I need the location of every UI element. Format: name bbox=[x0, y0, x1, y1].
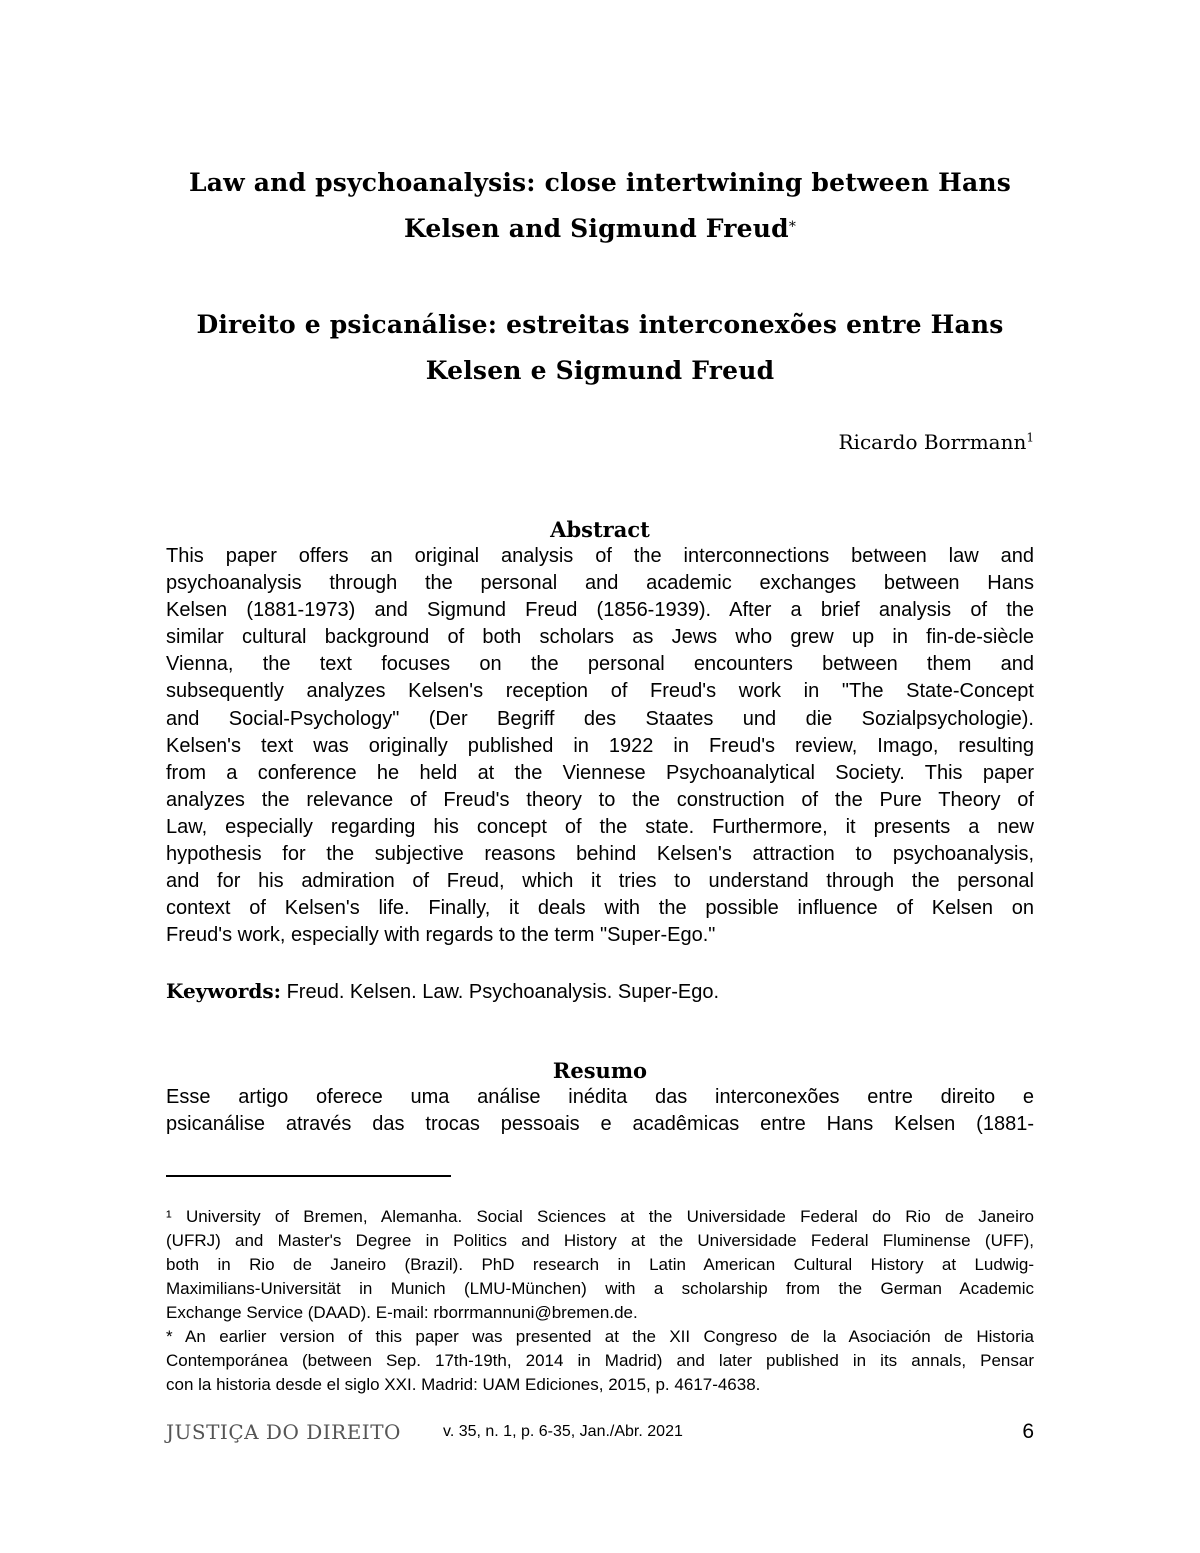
abstract-heading: Abstract bbox=[550, 517, 650, 542]
resumo-body bbox=[166, 1084, 1034, 1138]
journal-name: JUSTIÇA DO DIREITO bbox=[166, 1420, 401, 1444]
footnote-line: con la historia desde el siglo XXI. Madrid: UAM Ediciones, 2015, p. 4617-4638. bbox=[166, 1375, 761, 1394]
footnote-line: Contemporánea (between Sep. 17th-19th, 2014 in Madrid) and later published in its annals, Pensar bbox=[166, 1351, 1034, 1370]
footnote-line: * An earlier version of this paper was presented at the XII Congreso de la Asociación de Historia bbox=[166, 1327, 1034, 1346]
abstract-line: Law, especially regarding his concept of the state. Furthermore, it presents a new bbox=[166, 815, 1034, 838]
keywords-text: Freud. Kelsen. Law. Psychoanalysis. Super-Ego. bbox=[281, 981, 720, 1003]
abstract-line: similar cultural background of both scholars as Jews who grew up in fin-de-siècle bbox=[166, 626, 1034, 649]
abstract-line: Kelsen's text was originally published in 1922 in Freud's review, Imago, resulting bbox=[166, 734, 1034, 757]
footnote-separator bbox=[166, 1175, 451, 1177]
title-english-line-2 bbox=[120, 206, 1080, 252]
abstract-line: and for his admiration of Freud, which it tries to understand through the personal bbox=[166, 870, 1034, 893]
abstract-line: Freud's work, especially with regards to the term "Super-Ego." bbox=[166, 924, 716, 947]
abstract-line: context of Kelsen's life. Finally, it deals with the possible influence of Kelsen on bbox=[166, 897, 1034, 920]
footnote-line: ¹ University of Bremen, Alemanha. Social Sciences at the Universidade Federal do Rio de Janeiro bbox=[166, 1207, 1034, 1226]
footnote-line: both in Rio de Janeiro (Brazil). PhD research in Latin American Cultural History at Ludwig- bbox=[166, 1255, 1034, 1274]
keywords-label: Keywords: bbox=[166, 979, 282, 1003]
resumo-line: Esse artigo oferece uma análise inédita das interconexões entre direito e bbox=[166, 1086, 1034, 1108]
footnote-line: Exchange Service (DAAD). E-mail: rborrmannuni@bremen.de. bbox=[166, 1303, 638, 1322]
author-footnote-mark: 1 bbox=[1026, 430, 1034, 445]
abstract-line: subsequently analyzes Kelsen's reception of Freud's work in "The State-Concept bbox=[166, 680, 1034, 703]
title-english-line-1: Law and psychoanalysis: close intertwining between Hans bbox=[188, 168, 1012, 197]
footnote-line: Maximilians-Universität in Munich (LMU-München) with a scholarship from the German Academic bbox=[166, 1279, 1034, 1298]
title-portuguese-line-1: Direito e psicanálise: estreitas interconexões entre Hans bbox=[196, 310, 1004, 339]
abstract-line: hypothesis for the subjective reasons behind Kelsen's attraction to psychoanalysis, bbox=[166, 843, 1034, 866]
author-name: Ricardo Borrmann bbox=[838, 430, 1027, 454]
title-portuguese-line-2: Kelsen e Sigmund Freud bbox=[425, 356, 775, 385]
page-number: 6 bbox=[1022, 1420, 1034, 1443]
title-english bbox=[120, 160, 1080, 252]
abstract-line: and Social-Psychology" (Der Begriff des Staates und die Sozialpsychologie). bbox=[166, 707, 1034, 730]
abstract-line: analyzes the relevance of Freud's theory to the construction of the Pure Theory of bbox=[166, 788, 1034, 811]
title-footnote-mark: * bbox=[788, 219, 797, 235]
title-english-line-2-text: Kelsen and Sigmund Freud bbox=[403, 214, 789, 243]
footnotes bbox=[166, 1205, 1034, 1397]
footnote-line: (UFRJ) and Master's Degree in Politics and History at the Universidade Federal Fluminense (UFF), bbox=[166, 1231, 1034, 1250]
abstract-line: This paper offers an original analysis of the interconnections between law and bbox=[166, 545, 1034, 567]
keywords bbox=[166, 979, 719, 1004]
page-footer bbox=[166, 1420, 1034, 1450]
abstract-line: Vienna, the text focuses on the personal encounters between them and bbox=[166, 653, 1034, 676]
resumo-heading: Resumo bbox=[552, 1058, 648, 1083]
abstract-body bbox=[166, 543, 1034, 949]
abstract-line: Kelsen (1881-1973) and Sigmund Freud (1856-1939). After a brief analysis of the bbox=[166, 599, 1034, 622]
abstract-line: from a conference he held at the Viennese Psychoanalytical Society. This paper bbox=[166, 761, 1034, 784]
author-line bbox=[839, 430, 1035, 454]
title-portuguese bbox=[120, 302, 1080, 394]
abstract-line: psychoanalysis through the personal and academic exchanges between Hans bbox=[166, 572, 1034, 595]
volume-info: v. 35, n. 1, p. 6-35, Jan./Abr. 2021 bbox=[443, 1423, 683, 1440]
resumo-line: psicanálise através das trocas pessoais e acadêmicas entre Hans Kelsen (1881- bbox=[166, 1113, 1034, 1136]
